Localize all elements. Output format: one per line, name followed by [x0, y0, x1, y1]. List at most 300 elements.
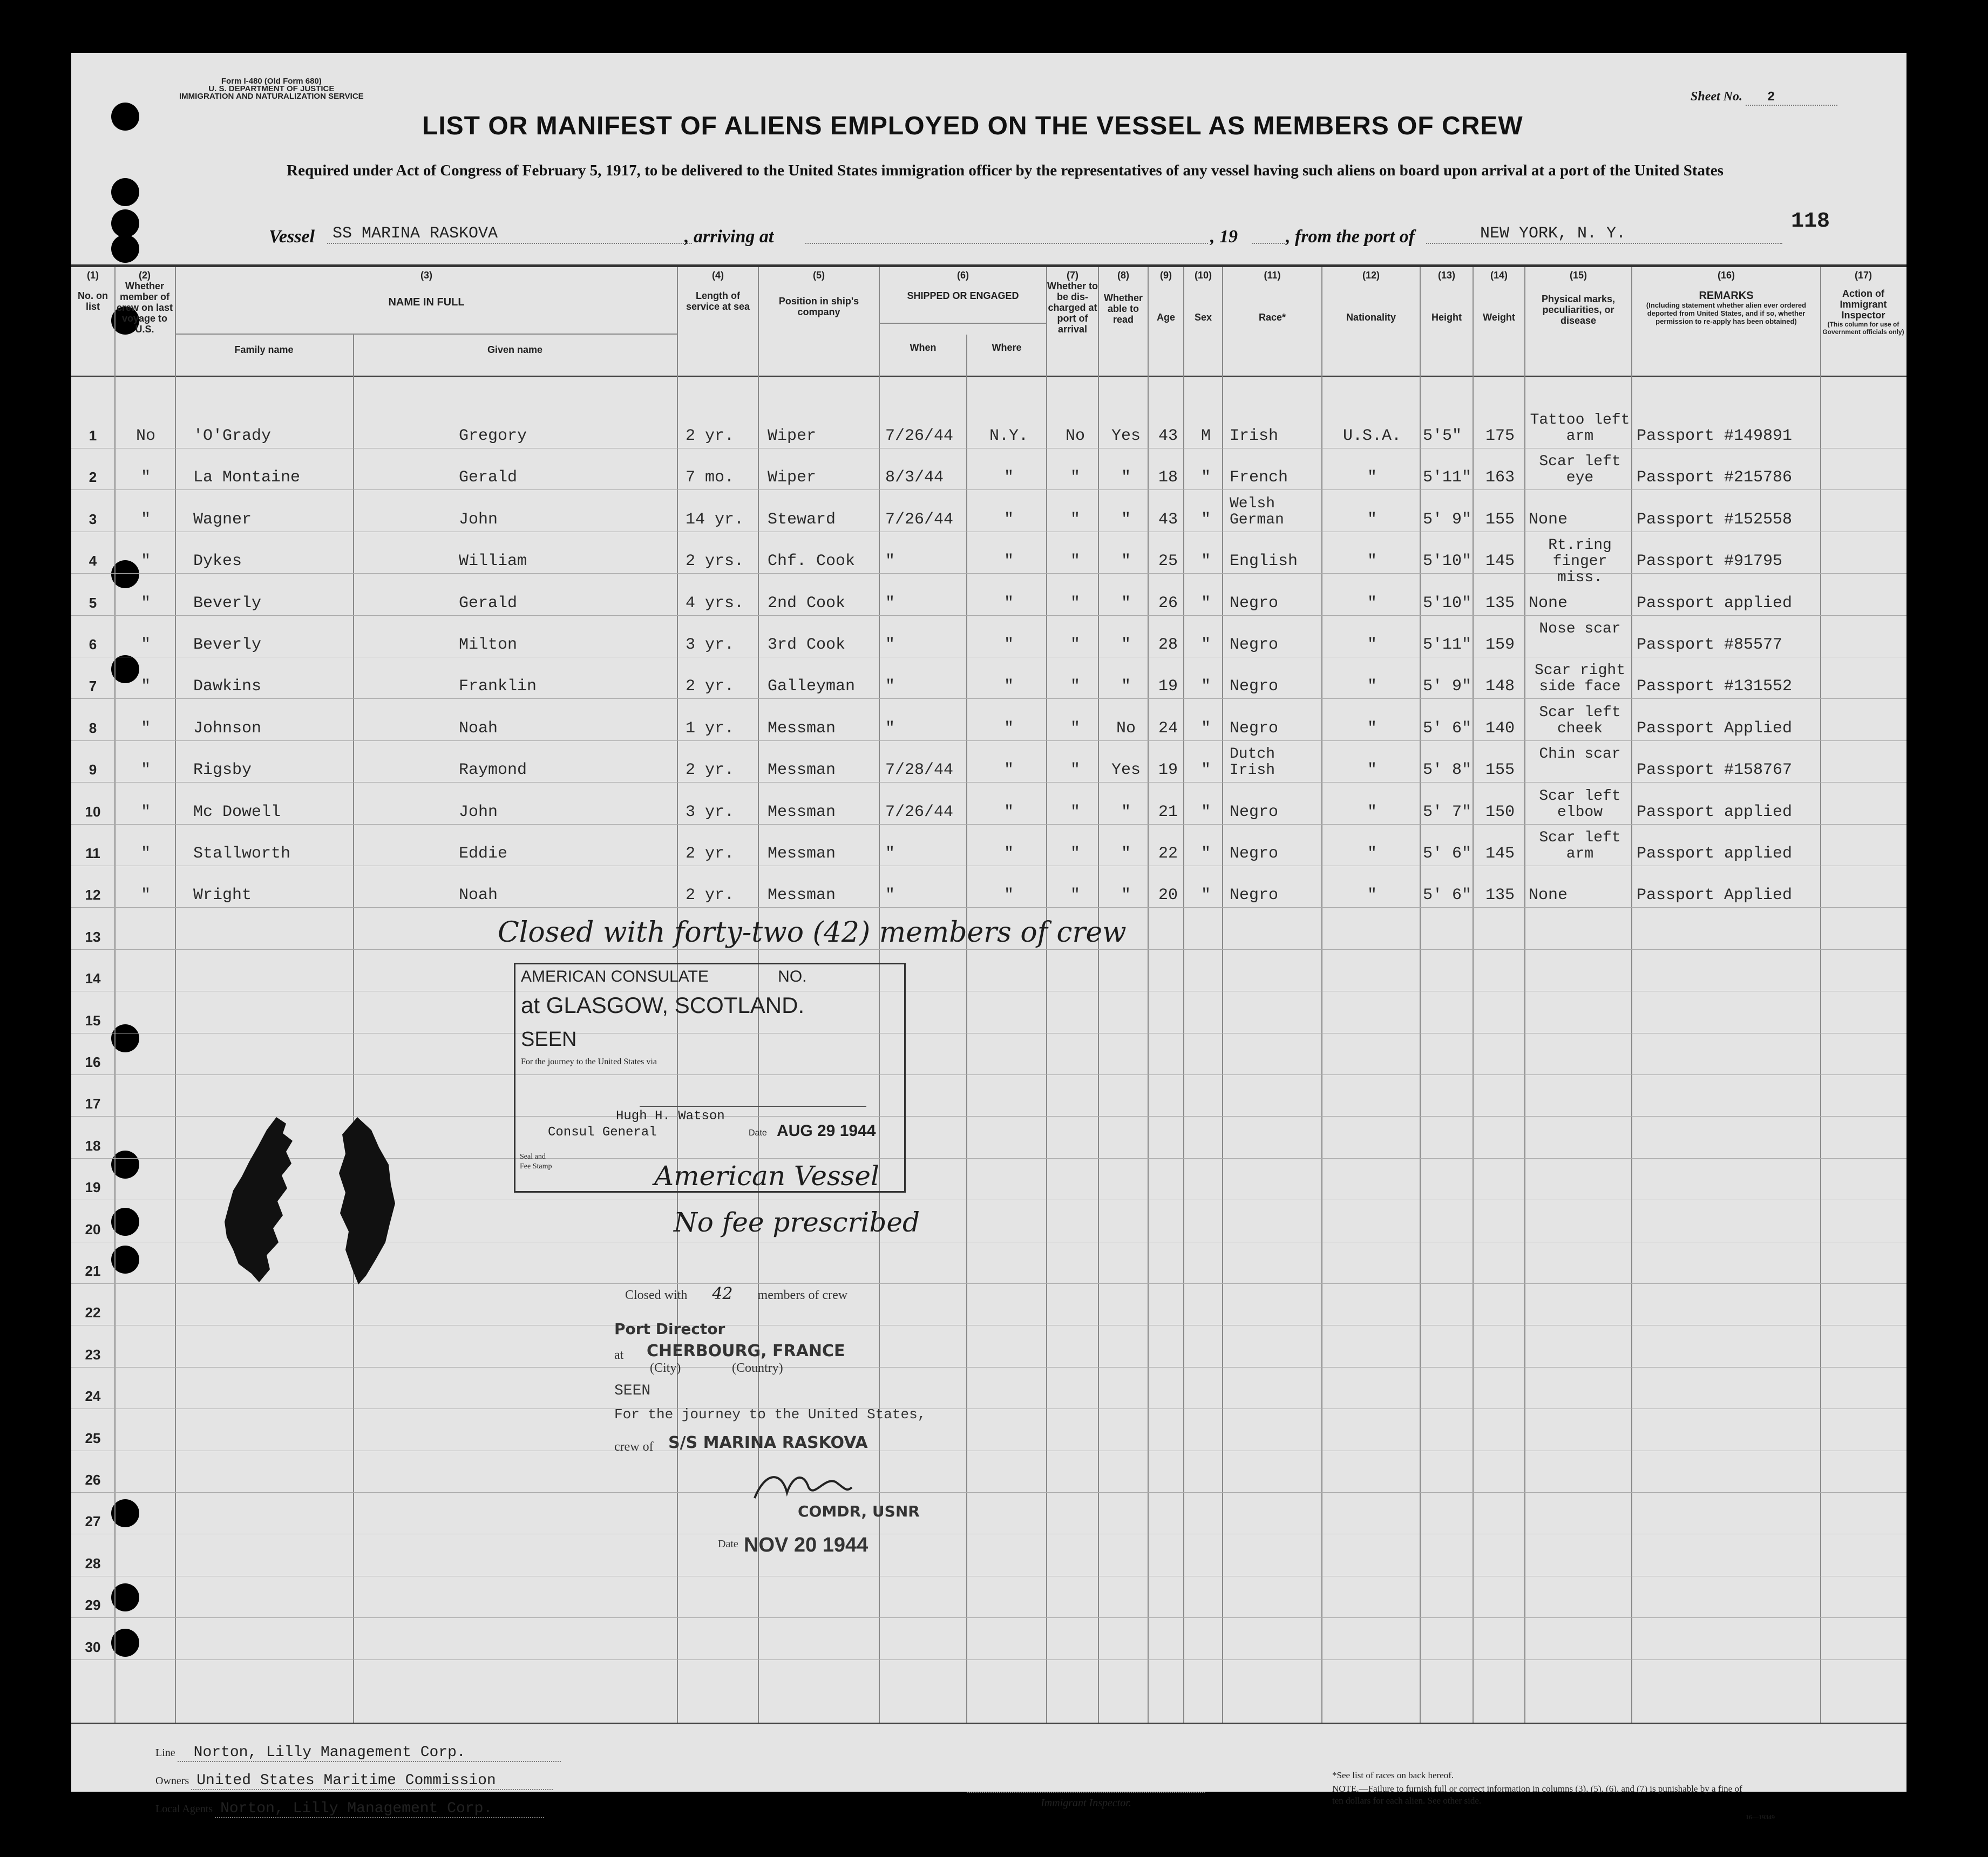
row-number: 17: [85, 1096, 101, 1112]
position-cell: Messman: [768, 886, 836, 905]
row-number: 4: [89, 553, 97, 569]
row-rule: [71, 949, 1906, 950]
shipped-when-cell: ": [885, 594, 895, 613]
col-9-label: Age: [1156, 312, 1175, 323]
family-name-cell: 'O'Grady: [193, 427, 272, 445]
consulate-signature-line: [640, 1106, 866, 1107]
col-12-num: (12): [1362, 270, 1380, 281]
column-rule: [114, 267, 116, 1723]
row-number: 13: [85, 928, 101, 945]
service-length-cell: 2 yr.: [686, 845, 735, 863]
nationality-cell: ": [1367, 677, 1377, 696]
column-rule: [1820, 267, 1821, 1723]
discharged-cell: ": [1070, 761, 1080, 780]
col-9-header: [1149, 270, 1183, 323]
weight-cell: 135: [1485, 594, 1515, 613]
age-cell: 22: [1158, 845, 1178, 863]
given-name-cell: Milton: [459, 636, 518, 654]
inspector-signature-line: [967, 1792, 1205, 1793]
remarks-cell: Passport applied: [1637, 802, 1793, 821]
table-bottom-rule: [71, 1723, 1906, 1724]
shipped-where-cell: ": [1003, 719, 1014, 738]
remarks-cell: Passport #149891: [1637, 427, 1793, 445]
weight-cell: 148: [1485, 677, 1515, 696]
shipped-when-cell: ": [885, 719, 895, 738]
position-cell: 3rd Cook: [768, 636, 846, 654]
col-12-label: Nationality: [1346, 312, 1396, 323]
page-subtitle: Required under Act of Congress of February 5, 1917, to be delivered to the United States immigration officer by the representatives of any vessel having such aliens on board upon arrival at a port of the United States: [287, 162, 1724, 179]
col-13-label: Height: [1431, 312, 1462, 323]
race-cell: Negro: [1230, 636, 1279, 654]
pd-title: Port Director: [614, 1320, 725, 1338]
nationality-cell: ": [1367, 552, 1377, 571]
able-to-read-cell: ": [1121, 594, 1131, 613]
sex-cell: ": [1200, 636, 1211, 654]
position-cell: Messman: [768, 761, 836, 780]
pd-members: members of crew: [757, 1288, 848, 1302]
pd-seen: SEEN: [614, 1383, 651, 1399]
height-cell: 5' 6": [1423, 719, 1472, 738]
row-number: 6: [89, 636, 97, 652]
row-rule: [71, 782, 1906, 783]
footer-line: [155, 1744, 561, 1762]
row-number: 9: [89, 761, 97, 778]
col-15-header: [1525, 270, 1631, 326]
col-10-label: Sex: [1194, 312, 1212, 323]
row-number: 10: [85, 803, 101, 820]
height-cell: 5' 6": [1423, 886, 1472, 905]
discharged-cell: ": [1070, 886, 1080, 905]
col-3-header: [176, 270, 677, 308]
weight-cell: 155: [1485, 510, 1515, 529]
remarks-cell: Passport #158767: [1637, 761, 1793, 780]
footer-owners-value: United States Maritime Commission: [191, 1772, 553, 1790]
nationality-cell: ": [1367, 719, 1377, 738]
consul-title: Consul General: [548, 1125, 657, 1140]
row-number: 19: [85, 1179, 101, 1196]
row-number: 5: [89, 594, 97, 611]
nationality-cell: ": [1367, 761, 1377, 780]
row-rule: [71, 907, 1906, 908]
inspector-label: Immigrant Inspector.: [1041, 1797, 1131, 1809]
position-cell: Messman: [768, 719, 836, 738]
family-name-cell: Rigsby: [193, 761, 252, 780]
row-number: 28: [85, 1555, 101, 1572]
weight-cell: 140: [1485, 719, 1515, 738]
row-number: 26: [85, 1472, 101, 1488]
physical-marks-cell: Scar left elbow: [1539, 787, 1621, 821]
whether-prev-voyage-cell: No: [135, 427, 155, 445]
col-3-num: (3): [420, 270, 432, 281]
able-to-read-cell: ": [1121, 677, 1131, 696]
remarks-cell: Passport Applied: [1637, 719, 1793, 738]
discharged-cell: ": [1070, 510, 1080, 529]
year-label: , 19: [1210, 227, 1238, 247]
col-12-header: [1322, 270, 1420, 323]
age-cell: 19: [1158, 677, 1178, 696]
service-length-cell: 2 yr.: [686, 677, 735, 696]
able-to-read-cell: ": [1121, 468, 1131, 487]
col-1-label: No. on list: [78, 290, 108, 312]
footer-agents: [155, 1800, 544, 1818]
race-cell: English: [1230, 552, 1298, 571]
closed-handwritten-note: Closed with forty-two (42) members of crew: [498, 916, 1127, 949]
column-rule: [1222, 267, 1223, 1723]
column-rule: [1631, 267, 1632, 1723]
whether-prev-voyage-cell: ": [140, 802, 151, 821]
able-to-read-cell: ": [1121, 845, 1131, 863]
given-name-cell: Raymond: [459, 761, 527, 780]
discharged-cell: ": [1070, 468, 1080, 487]
position-cell: Messman: [768, 845, 836, 863]
service-length-cell: 14 yr.: [686, 510, 744, 529]
race-cell: Negro: [1230, 845, 1279, 863]
col-7-label: Whether to be dis-charged at port of arrival: [1047, 281, 1098, 335]
given-name-cell: Eddie: [459, 845, 508, 863]
consulate-seen: SEEN: [521, 1028, 577, 1051]
position-cell: 2nd Cook: [768, 594, 846, 613]
pd-journey: For the journey to the United States,: [614, 1406, 926, 1423]
remarks-cell: Passport #131552: [1637, 677, 1793, 696]
column-rule: [353, 335, 354, 1723]
col-16-num: (16): [1717, 270, 1735, 281]
shipped-when-cell: ": [885, 677, 895, 696]
shipped-when-cell: ": [885, 636, 895, 654]
row-number: 8: [89, 719, 97, 736]
punch-hole: [111, 178, 139, 206]
family-name-cell: Stallworth: [193, 845, 291, 863]
family-name-cell: Beverly: [193, 594, 262, 613]
consulate-no-label: NO.: [778, 968, 807, 985]
name-subrule: [176, 334, 677, 335]
family-name-cell: Wright: [193, 886, 252, 905]
shipped-when-cell: 7/28/44: [885, 761, 954, 780]
sex-cell: ": [1200, 719, 1211, 738]
column-rule: [1098, 267, 1099, 1723]
consul-name: Hugh H. Watson: [616, 1109, 725, 1124]
pd-date-label: Date: [718, 1538, 738, 1550]
consulate-location: at GLASGOW, SCOTLAND.: [521, 992, 805, 1018]
row-rule: [71, 573, 1906, 574]
consulate-journey: For the journey to the United States via: [521, 1057, 657, 1066]
form-code: 16—19349: [1746, 1813, 1775, 1821]
sex-cell: ": [1200, 468, 1211, 487]
col-7-header: [1047, 270, 1098, 335]
able-to-read-cell: ": [1121, 552, 1131, 571]
given-name-cell: Gerald: [459, 468, 518, 487]
footer-agents-value: Norton, Lilly Management Corp.: [215, 1800, 544, 1818]
discharged-cell: ": [1070, 719, 1080, 738]
col-16-header: [1632, 270, 1820, 325]
col-15-num: (15): [1569, 270, 1587, 281]
col-2-num: (2): [139, 270, 151, 281]
shipped-where-cell: ": [1003, 636, 1014, 654]
discharged-cell: ": [1070, 552, 1080, 571]
col-11-num: (11): [1264, 270, 1281, 281]
whether-prev-voyage-cell: ": [140, 719, 151, 738]
shipped-when-cell: 7/26/44: [885, 510, 954, 529]
position-cell: Messman: [768, 802, 836, 821]
col-6a-header: When: [910, 342, 937, 353]
penalty-note: NOTE.—Failure to furnish full or correct information in columns (3), (5), (6), and (7) is punishable by a fine of ten dollars for each alien. See other side.: [1332, 1784, 1742, 1806]
physical-marks-cell: Tattoo left arm: [1530, 412, 1630, 445]
service-line: IMMIGRATION AND NATURALIZATION SERVICE: [179, 92, 364, 101]
pd-closed-with: Closed with: [625, 1288, 688, 1302]
pd-date: NOV 20 1944: [744, 1534, 869, 1556]
remarks-cell: Passport #91795: [1637, 552, 1783, 571]
sex-cell: ": [1200, 594, 1211, 613]
manifest-sheet: [71, 53, 1906, 1821]
weight-cell: 145: [1485, 552, 1515, 571]
sex-cell: ": [1200, 677, 1211, 696]
consulate-date-label: Date: [749, 1128, 767, 1138]
column-rule: [175, 267, 176, 1723]
race-cell: Welsh German: [1230, 495, 1284, 528]
row-number: 22: [85, 1304, 101, 1321]
height-cell: 5' 6": [1423, 845, 1472, 863]
weight-cell: 155: [1485, 761, 1515, 780]
family-name-cell: Dawkins: [193, 677, 262, 696]
discharged-cell: ": [1070, 677, 1080, 696]
given-name-cell: Gerald: [459, 594, 518, 613]
col-2-label: Whether member of crew on last voyage to U.S.: [116, 281, 173, 335]
given-name-cell: Gregory: [459, 427, 527, 445]
col-8-num: (8): [1117, 270, 1129, 281]
age-cell: 25: [1158, 552, 1178, 571]
row-number: 3: [89, 511, 97, 527]
row-number: 29: [85, 1597, 101, 1614]
col-6b-header: Where: [992, 342, 1022, 353]
embossed-seal: [217, 1096, 433, 1322]
year-field: [1252, 243, 1285, 244]
col-10-num: (10): [1194, 270, 1212, 281]
nationality-cell: ": [1367, 845, 1377, 863]
col-6-label: SHIPPED OR ENGAGED: [907, 290, 1019, 301]
col-8-header: [1099, 270, 1148, 325]
position-cell: Wiper: [768, 427, 817, 445]
row-number: 2: [89, 469, 97, 486]
weight-cell: 135: [1485, 886, 1515, 905]
race-cell: Negro: [1230, 719, 1279, 738]
given-name-cell: John: [459, 802, 498, 821]
col-15-label: Physical marks, peculiarities, or disease: [1541, 294, 1616, 326]
col-5-num: (5): [813, 270, 825, 281]
shipped-where-cell: ": [1003, 594, 1014, 613]
col-11-label: Race*: [1258, 312, 1286, 323]
shipped-where-cell: ": [1003, 802, 1014, 821]
shipped-when-cell: ": [885, 886, 895, 905]
row-number: 27: [85, 1513, 101, 1530]
col-9-num: (9): [1160, 270, 1172, 281]
able-to-read-cell: Yes: [1111, 427, 1141, 445]
pd-crew-of: crew of: [614, 1440, 654, 1454]
pd-crew-count: 42: [712, 1284, 733, 1303]
height-cell: 5'5": [1423, 427, 1462, 445]
whether-prev-voyage-cell: ": [140, 761, 151, 780]
page-title: LIST OR MANIFEST OF ALIENS EMPLOYED ON THE VESSEL AS MEMBERS OF CREW: [422, 112, 1523, 140]
footer-line-label: Line: [155, 1747, 175, 1759]
nationality-cell: U.S.A.: [1342, 427, 1402, 445]
remarks-cell: Passport #85577: [1637, 636, 1783, 654]
remarks-cell: Passport #152558: [1637, 510, 1793, 529]
punch-hole: [111, 103, 139, 131]
physical-marks-cell: None: [1529, 594, 1568, 613]
family-name-cell: La Montaine: [193, 468, 301, 487]
physical-marks-cell: Rt.ring finger miss.: [1548, 537, 1612, 587]
shipped-where-cell: ": [1003, 761, 1014, 780]
row-number: 24: [85, 1388, 101, 1405]
col-17-num: (17): [1854, 270, 1872, 281]
service-length-cell: 2 yrs.: [686, 552, 744, 571]
age-cell: 24: [1158, 719, 1178, 738]
col-14-num: (14): [1490, 270, 1508, 281]
remarks-cell: Passport #215786: [1637, 468, 1793, 487]
whether-prev-voyage-cell: ": [140, 677, 151, 696]
row-number: 15: [85, 1012, 101, 1029]
department-line: U. S. DEPARTMENT OF JUSTICE: [208, 84, 335, 93]
column-rule: [1420, 267, 1421, 1723]
age-cell: 18: [1158, 468, 1178, 487]
height-cell: 5'11": [1423, 468, 1472, 487]
row-number: 11: [85, 845, 100, 861]
age-cell: 43: [1158, 427, 1178, 445]
row-number: 23: [85, 1346, 101, 1363]
weight-cell: 159: [1485, 636, 1515, 654]
weight-cell: 150: [1485, 802, 1515, 821]
col-14-label: Weight: [1483, 312, 1515, 323]
american-vessel-note: American Vessel: [654, 1160, 879, 1192]
shipped-subrule: [880, 323, 1046, 324]
col-3-label: NAME IN FULL: [388, 296, 465, 308]
weight-cell: 163: [1485, 468, 1515, 487]
nationality-cell: ": [1367, 886, 1377, 905]
discharged-cell: ": [1070, 594, 1080, 613]
given-name-cell: Noah: [459, 886, 498, 905]
vessel-name: SS MARINA RASKOVA: [327, 225, 692, 244]
no-fee-note: No fee prescribed: [674, 1207, 920, 1238]
row-number: 7: [89, 678, 97, 695]
given-name-cell: William: [459, 552, 527, 571]
family-name-cell: Dykes: [193, 552, 242, 571]
race-cell: Negro: [1230, 886, 1279, 905]
footer-line-value: Norton, Lilly Management Corp.: [178, 1744, 561, 1762]
arriving-label: , arriving at: [684, 227, 774, 247]
row-number: 21: [85, 1263, 101, 1279]
able-to-read-cell: Yes: [1111, 761, 1141, 780]
height-cell: 5' 9": [1423, 677, 1472, 696]
race-cell: Irish: [1230, 427, 1279, 445]
shipped-when-cell: ": [885, 552, 895, 571]
race-cell: French: [1230, 468, 1288, 487]
discharged-cell: ": [1070, 845, 1080, 863]
shipped-where-cell: ": [1003, 677, 1014, 696]
col-6-num: (6): [957, 270, 969, 281]
row-rule: [71, 698, 1906, 699]
height-cell: 5' 9": [1423, 510, 1472, 529]
from-port-value: NEW YORK, N. Y.: [1426, 225, 1782, 244]
position-cell: Steward: [768, 510, 836, 529]
race-cell: Negro: [1230, 594, 1279, 613]
service-length-cell: 1 yr.: [686, 719, 735, 738]
consulate-date: AUG 29 1944: [777, 1122, 876, 1140]
nationality-cell: ": [1367, 636, 1377, 654]
form-number-line: Form I-480 (Old Form 680): [221, 77, 322, 86]
footer-owners: [155, 1772, 553, 1790]
shipped-where-cell: ": [1003, 468, 1014, 487]
row-rule: [71, 489, 1906, 490]
age-cell: 26: [1158, 594, 1178, 613]
whether-prev-voyage-cell: ": [140, 510, 151, 529]
col-10-header: [1184, 270, 1222, 323]
remarks-cell: Passport applied: [1637, 845, 1793, 863]
sex-cell: M: [1200, 427, 1211, 445]
position-cell: Chf. Cook: [768, 552, 856, 571]
consulate-line1: AMERICAN CONSULATE: [521, 968, 709, 985]
position-cell: Galleyman: [768, 677, 856, 696]
row-rule: [71, 1074, 1906, 1075]
service-length-cell: 4 yrs.: [686, 594, 744, 613]
able-to-read-cell: ": [1121, 886, 1131, 905]
age-cell: 43: [1158, 510, 1178, 529]
row-number: 18: [85, 1137, 101, 1154]
row-number: 12: [85, 887, 101, 903]
physical-marks-cell: None: [1529, 510, 1568, 529]
col-17-sub: (This column for use of Government officials only): [1822, 321, 1904, 336]
weight-cell: 175: [1485, 427, 1515, 445]
height-cell: 5'11": [1423, 636, 1472, 654]
pd-at: at: [614, 1348, 624, 1362]
race-cell: Dutch Irish: [1230, 746, 1275, 779]
row-number: 1: [89, 427, 97, 444]
col-17-label: Action of Immigrant Inspector: [1840, 288, 1887, 321]
nationality-cell: ": [1367, 594, 1377, 613]
race-cell: Negro: [1230, 677, 1279, 696]
pd-crew-vessel: S/S MARINA RASKOVA: [668, 1433, 868, 1452]
col-17-header: [1821, 270, 1905, 336]
row-number: 25: [85, 1430, 101, 1446]
col-4-header: [678, 270, 758, 312]
col-16-label: REMARKS: [1699, 290, 1754, 302]
position-cell: Wiper: [768, 468, 817, 487]
col-1-header: [71, 270, 114, 312]
service-length-cell: 2 yr.: [686, 761, 735, 780]
remarks-cell: Passport Applied: [1637, 886, 1793, 905]
row-rule: [71, 740, 1906, 741]
shipped-where-cell: ": [1003, 552, 1014, 571]
col-4-num: (4): [712, 270, 724, 281]
pd-city-country: CHERBOURG, FRANCE: [647, 1342, 845, 1361]
whether-prev-voyage-cell: ": [140, 468, 151, 487]
from-port-label: , from the port of: [1286, 227, 1415, 247]
row-rule: [71, 615, 1906, 616]
col-3a-header: Family name: [234, 344, 294, 355]
sex-cell: ": [1200, 802, 1211, 821]
consulate-stamp: [514, 963, 906, 1193]
page-number: 118: [1791, 209, 1830, 234]
whether-prev-voyage-cell: ": [140, 594, 151, 613]
physical-marks-cell: Scar left arm: [1539, 829, 1621, 862]
nationality-cell: ": [1367, 802, 1377, 821]
punch-hole: [111, 209, 139, 237]
column-rule: [1183, 267, 1184, 1723]
pd-rank: COMDR, USNR: [798, 1502, 920, 1520]
physical-marks-cell: Scar right side face: [1534, 662, 1626, 696]
port-director-stamp: [593, 1277, 1003, 1622]
sheet-value: 2: [1746, 90, 1837, 106]
discharged-cell: ": [1070, 802, 1080, 821]
row-rule: [71, 824, 1906, 825]
family-name-cell: Mc Dowell: [193, 802, 281, 821]
